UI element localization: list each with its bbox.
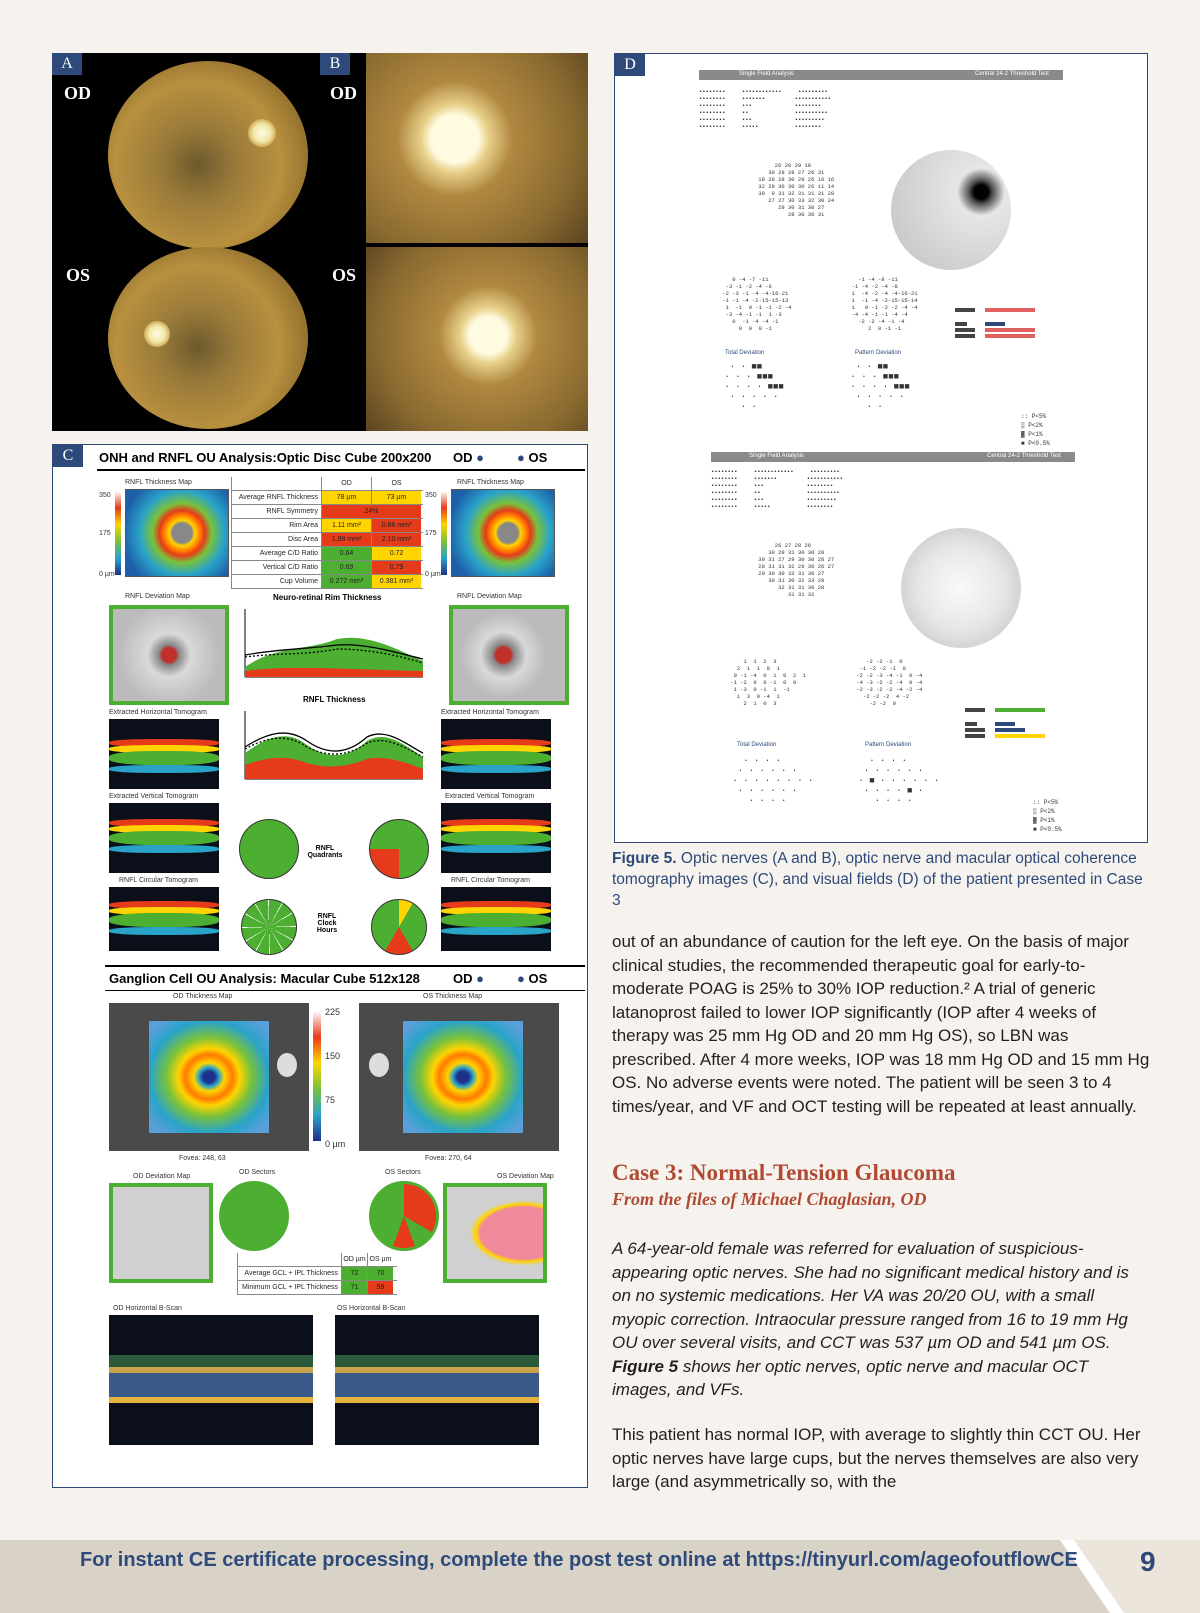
case-description-a: A 64-year-old female was referred for evaluation of suspicious-appearing optic nerves. She had no significant medical history and is on no systemic medications. Her VA was 20/20 OU, with a small myopic correction. Intraocular pressure ranged from 16 to 19 mm Hg OU over several visits, and CCT was 537 µm OD and 541 µm OS. — [612, 1239, 1129, 1352]
gcl-os-tag: ● OS — [517, 971, 548, 986]
vf-os-total-dev-symbols: · · ■■ · · · ■■■ · · · · ■■■ · · · · · · · — [724, 362, 784, 412]
scale-0-od: 0 µm — [99, 571, 115, 578]
os-hbscan-label: OS Horizontal B-Scan — [337, 1305, 406, 1312]
gcl-od-tag: OD ● — [453, 971, 484, 986]
rnfl-clock-hours-title: RNFL Clock Hours — [316, 913, 338, 934]
scale-bar-od — [115, 491, 121, 575]
gcl-table-cell: 70 — [367, 1267, 393, 1280]
vertical-tomogram-os — [441, 803, 551, 873]
onh-table-cell: 0.72 — [371, 547, 421, 560]
rnfl-map-label-od: RNFL Thickness Map — [125, 479, 192, 486]
optic-disc-od — [248, 119, 276, 147]
gcl-table-header — [237, 1253, 397, 1267]
onh-table-row — [231, 547, 423, 561]
onh-table-cell: Cup Volume — [231, 575, 321, 588]
gcl-scale-bar — [313, 1011, 321, 1141]
label-os-b: OS — [332, 265, 357, 285]
label-od-a: OD — [64, 83, 91, 103]
onh-table-cell: 1.11 mm² — [321, 519, 371, 532]
onh-table-cell: 1.98 mm² — [321, 533, 371, 546]
vf-os-ght-box — [955, 308, 1075, 348]
footer-text[interactable]: For instant CE certificate processing, complete the post test online at https://tinyurl.com/ageofoutflowCE — [80, 1549, 1078, 1571]
os-horizontal-bscan — [335, 1315, 539, 1445]
os-thickness-map-label: OS Thickness Map — [423, 993, 483, 1000]
od-gcl-sectors — [219, 1181, 289, 1251]
gcl-table-cell: 59 — [367, 1281, 393, 1294]
gcl-top-rule — [105, 965, 585, 967]
case-subtitle: From the files of Michael Chaglasian, OD — [612, 1189, 927, 1209]
onh-table-cell: 0.79 — [371, 561, 421, 574]
vert-tomo-label-os: Extracted Vertical Tomogram — [445, 793, 535, 800]
vf-os-total-dev-values: 0 -4 -7 -11 -3 -1 -2 -4 -6 -2 -3 -1 -4 -4-16-21 -1 -1 -4 -2-15-15-13 1 -1 0 -1 -1 -2 -4 -3 -4 -1 -1 1 -3 0 -1 -4 -4 -1 0 0 0 -1 — [722, 276, 792, 332]
panel-d-visual-fields — [614, 53, 1148, 843]
onh-os-tag: ● OS — [517, 450, 548, 465]
case-description-b: shows her optic nerves, optic nerve and macular OCT images, and VFs. — [612, 1356, 1089, 1399]
gcl-table-cell: 72 — [341, 1267, 367, 1280]
horizontal-tomogram-os — [441, 719, 551, 789]
vf-od-ght-box — [965, 708, 1085, 748]
disc-closeup-od — [366, 53, 588, 243]
optic-disc-os — [144, 321, 170, 347]
onh-table-cell: 0.381 mm³ — [371, 575, 421, 588]
scale-0-os: 0 µm — [425, 571, 441, 578]
onh-table-row — [231, 561, 423, 575]
rnfl-thickness-map-od — [125, 489, 229, 577]
fundus-photo-os — [108, 247, 308, 429]
scale-bar-os — [441, 491, 447, 575]
body-paragraph-3: This patient has normal IOP, with average to slightly thin CCT OU. Her optic nerves have large cups, but the nerves themselves are also very large (and asymmetrically so, with the — [612, 1425, 1141, 1491]
gcl-table — [237, 1253, 397, 1295]
onh-table-row — [231, 533, 423, 547]
circ-tomo-label-od: RNFL Circular Tomogram — [119, 877, 198, 884]
onh-table-row — [231, 491, 423, 505]
rnfl-dev-label-od: RNFL Deviation Map — [125, 593, 190, 600]
gcl-scale-225: 225 — [325, 1007, 341, 1017]
rnfl-deviation-map-od — [109, 605, 229, 705]
scale-350-od: 350 — [99, 492, 111, 499]
onh-table-cell: 0.86 mm² — [371, 519, 421, 532]
vf-od-pattern-dev-label: Pattern Deviation — [865, 742, 912, 748]
panel-d-label: D — [615, 54, 645, 76]
fovea-od: Fovea: 248, 63 — [179, 1155, 226, 1162]
caption-text: Optic nerves (A and B), optic nerve and macular optical coherence tomography images (C), and visual fields (D) of the patient presented in Case 3 — [612, 850, 1143, 909]
vf-os-pattern-dev-label: Pattern Deviation — [855, 350, 902, 356]
onh-table-cell: Rim Area — [231, 519, 321, 532]
horiz-tomo-label-od: Extracted Horizontal Tomogram — [109, 709, 207, 716]
vf-os-threshold-values: 26 20 29 18 30 28 28 27 26 31 18 29 28 30 29 26 16 16 32 29 30 30 30 26 11 14 30 0 31 32 31 31 31 28 27 27 30 33 32 30 24 29 30 31 30 27 28 30 30 31 — [758, 162, 835, 218]
rnfl-quadrants-title: RNFL Quadrants — [307, 845, 343, 859]
vf-os-params: ▪▪▪▪▪▪▪▪ ▪▪▪▪▪▪▪▪▪▪▪▪ ▪▪▪▪▪▪▪▪▪ ▪▪▪▪▪▪▪▪ ▪▪▪▪▪▪▪ ▪▪▪▪▪▪▪▪▪▪▪ ▪▪▪▪▪▪▪▪ ▪▪▪ ▪▪▪▪▪▪▪▪ ▪▪▪▪▪▪▪▪ ▪▪ ▪▪▪▪▪▪▪▪▪▪ ▪▪▪▪▪▪▪▪ ▪▪▪ ▪▪▪▪▪▪▪▪▪ ▪▪▪▪▪▪▪▪ ▪▪▪▪▪ ▪▪▪▪▪▪▪▪ — [699, 88, 832, 130]
od-horizontal-bscan — [109, 1315, 313, 1445]
onh-table-cell: Average C/D Ratio — [231, 547, 321, 560]
fundus-photo-od — [108, 61, 308, 249]
gcl-table-row — [237, 1267, 397, 1281]
gcl-table-cell: Minimum GCL + IPL Thickness — [237, 1281, 341, 1294]
footer-tab — [1060, 1525, 1200, 1613]
gcl-table-header-cell — [237, 1253, 341, 1266]
vf-os-legend: :: P<5% ▒ P<2% ▓ P<1% ■ P<0.5% — [1021, 413, 1050, 447]
figure-caption — [612, 848, 1152, 911]
od-thickness-map-label: OD Thickness Map — [173, 993, 233, 1000]
rnfl-quadrants-os — [369, 819, 429, 879]
rim-thickness-title: Neuro-retinal Rim Thickness — [273, 593, 382, 602]
onh-table-header — [231, 477, 423, 491]
onh-table-cell: 73 µm — [371, 491, 421, 504]
gcl-scale-75: 75 — [325, 1095, 336, 1105]
rnfl-quadrants-od — [239, 819, 299, 879]
onh-table-cell: 0.272 mm³ — [321, 575, 371, 588]
vf-od-threshold-values: 26 27 28 26 30 29 31 30 30 28 30 31 27 29 30 30 28 27 28 31 31 32 29 30 26 27 29 30 30 33 31 30 27 30 31 30 32 33 29 32 31 31 30 28 31 31 32 — [758, 542, 835, 598]
rim-thickness-graph — [237, 605, 427, 685]
os-gcl-sectors — [369, 1181, 439, 1251]
onh-table-cell: 0.64 — [321, 547, 371, 560]
panel-c-oct — [52, 444, 588, 1488]
label-od-b: OD — [330, 83, 357, 103]
gcl-scale-0: 0 µm — [325, 1139, 346, 1149]
panel-c-label: C — [53, 445, 83, 467]
os-gcl-deviation-map — [443, 1183, 547, 1283]
rnfl-dev-label-os: RNFL Deviation Map — [457, 593, 522, 600]
rnfl-clock-hours-os — [371, 899, 427, 955]
vertical-tomogram-od — [109, 803, 219, 873]
onh-table-cell: RNFL Symmetry — [231, 505, 321, 518]
scale-175-od: 175 — [99, 530, 111, 537]
gcl-table-header-cell: OD µm — [341, 1253, 367, 1266]
rnfl-deviation-map-os — [449, 605, 569, 705]
rnfl-thickness-title: RNFL Thickness — [303, 695, 366, 704]
disc-closeup-os — [366, 247, 588, 431]
panel-a-label: A — [52, 53, 82, 75]
vf-od-test: Central 24-2 Threshold Test — [987, 453, 1061, 459]
onh-table — [231, 477, 423, 591]
vf-os-total-dev-label: Total Deviation — [725, 350, 765, 356]
caption-label: Figure 5. — [612, 850, 677, 867]
onh-table-row — [231, 505, 423, 519]
od-gcl-deviation-map — [109, 1183, 213, 1283]
onh-table-cell: Vertical C/D Ratio — [231, 561, 321, 574]
onh-table-header-cell: OD — [321, 477, 371, 490]
vf-od-header: Single Field Analysis — [749, 453, 805, 459]
gcl-table-cell: Average GCL + IPL Thickness — [237, 1267, 341, 1280]
gcl-title-rule — [105, 990, 585, 991]
fovea-os: Fovea: 270, 64 — [425, 1155, 472, 1162]
scale-175-os: 175 — [425, 530, 437, 537]
rnfl-clock-hours-od — [241, 899, 297, 955]
vf-os-pattern-dev-values: -1 -4 -8 -11 -1 -4 -2 -4 -8 1 -4 -2 -4 -4-16-21 1 -1 -4 -2-15-15-14 1 0 -1 -2 -2 -4 -4 -4 -4 -1 -1 -4 -4 -2 -2 -4 -1 -4 2 0 -1 -1 — [851, 276, 918, 332]
os-sectors-label: OS Sectors — [385, 1169, 421, 1176]
vf-od-total-dev-label: Total Deviation — [737, 742, 777, 748]
onh-table-cell: 78 µm — [321, 491, 371, 504]
vf-od-pattern-dev-values: -2 -2 -1 0 -1 -2 -2 -1 0 -2 -2 -3 -4 -1 0 -4 -4 -3 -2 -2 -4 0 -4 -2 -3 -2 -2 -4 -2 -4 -2 -2 -2 4 -2 -2 -2 0 — [856, 658, 923, 707]
vf-od-total-dev-symbols: · · · · · · · · · · · · · · · · · · · · · · · · · · · · — [732, 756, 814, 806]
rnfl-map-label-os: RNFL Thickness Map — [457, 479, 524, 486]
gcl-title: Ganglion Cell OU Analysis: Macular Cube 512x128 — [109, 971, 420, 986]
figure-5-ref: Figure 5 — [612, 1356, 679, 1376]
od-hbscan-label: OD Horizontal B-Scan — [113, 1305, 182, 1312]
vf-od-params: ▪▪▪▪▪▪▪▪ ▪▪▪▪▪▪▪▪▪▪▪▪ ▪▪▪▪▪▪▪▪▪ ▪▪▪▪▪▪▪▪ ▪▪▪▪▪▪▪ ▪▪▪▪▪▪▪▪▪▪▪ ▪▪▪▪▪▪▪▪ ▪▪▪ ▪▪▪▪▪▪▪▪ ▪▪▪▪▪▪▪▪ ▪▪ ▪▪▪▪▪▪▪▪▪▪ ▪▪▪▪▪▪▪▪ ▪▪▪ ▪▪▪▪▪▪▪▪▪ ▪▪▪▪▪▪▪▪ ▪▪▪▪▪ ▪▪▪▪▪▪▪▪ — [711, 468, 844, 510]
page-number: 9 — [1140, 1546, 1156, 1577]
gcl-scale-150: 150 — [325, 1051, 341, 1061]
rnfl-thickness-graph — [237, 707, 427, 787]
gcl-table-row — [237, 1281, 397, 1295]
vf-od-pattern-dev-symbols: · · · · · · · · · · · ■ · · · · · · · · · · ■ · · · · · — [858, 756, 940, 806]
vf-os-test: Central 24-2 Threshold Test — [975, 71, 1049, 77]
onh-table-cell: 2.10 mm² — [371, 533, 421, 546]
onh-table-cell: 24% — [321, 505, 421, 518]
onh-table-row — [231, 575, 423, 589]
onh-title-rule — [97, 469, 585, 471]
os-macular-map — [359, 1003, 559, 1151]
horizontal-tomogram-od — [109, 719, 219, 789]
onh-table-row — [231, 519, 423, 533]
os-deviation-label: OS Deviation Map — [497, 1173, 554, 1180]
case-description — [612, 1237, 1152, 1402]
scale-350-os: 350 — [425, 492, 437, 499]
vf-os-pattern-dev-symbols: · · ■■ · · · ■■■ · · · · ■■■ · · · · · · · — [850, 362, 910, 412]
onh-table-cell: 0.69 — [321, 561, 371, 574]
vf-od-legend: :: P<5% ▒ P<2% ▓ P<1% ■ P<0.5% — [1033, 799, 1062, 833]
circ-tomo-label-os: RNFL Circular Tomogram — [451, 877, 530, 884]
body-paragraph-1: out of an abundance of caution for the left eye. On the basis of major clinical studies, the recommended therapeutic goal for early-to-moderate POAG is 25% to 30% IOP reduction.² A trial of generic latanoprost failed to lower IOP significantly (IOP after 4 weeks of therapy was 25 mm Hg OD and 20 mm Hg OS), so LBN was prescribed. After 4 more weeks, IOP was 18 mm Hg OD and 15 mm Hg OS. No adverse events were noted. The patient will be seen 3 to 4 times/year, and VF and OCT testing will be repeated at least annually. — [612, 932, 1150, 1116]
gcl-table-header-cell: OS µm — [367, 1253, 393, 1266]
vf-od-grayscale — [901, 528, 1021, 648]
vf-os-header: Single Field Analysis — [739, 71, 795, 77]
onh-table-header-cell — [231, 477, 321, 490]
label-os-a: OS — [66, 265, 91, 285]
onh-od-tag: OD ● — [453, 450, 484, 465]
onh-title: ONH and RNFL OU Analysis:Optic Disc Cube 200x200 — [99, 450, 432, 465]
panel-ab — [52, 53, 588, 431]
onh-table-cell: Average RNFL Thickness — [231, 491, 321, 504]
onh-table-cell: Disc Area — [231, 533, 321, 546]
od-sectors-label: OD Sectors — [239, 1169, 276, 1176]
od-deviation-label: OD Deviation Map — [133, 1173, 191, 1180]
vf-od-total-dev-values: 1 1 2 3 2 1 1 0 1 0 -1 -4 0 1 0 2 1 -1 -2 0 0 -1 0 0 1 -3 0 -1 1 -1 1 3 0 -4 1 2 1 0 3 — [730, 658, 807, 707]
rnfl-thickness-map-os — [451, 489, 555, 577]
circular-tomogram-os — [441, 887, 551, 951]
od-macular-map — [109, 1003, 309, 1151]
panel-b-label: B — [320, 53, 350, 75]
gcl-table-cell: 71 — [341, 1281, 367, 1294]
horiz-tomo-label-os: Extracted Horizontal Tomogram — [441, 709, 539, 716]
case-title: Case 3: Normal-Tension Glaucoma — [612, 1160, 956, 1185]
circular-tomogram-od — [109, 887, 219, 951]
vert-tomo-label-od: Extracted Vertical Tomogram — [109, 793, 199, 800]
vf-os-grayscale — [891, 150, 1011, 270]
onh-table-header-cell: OS — [371, 477, 421, 490]
